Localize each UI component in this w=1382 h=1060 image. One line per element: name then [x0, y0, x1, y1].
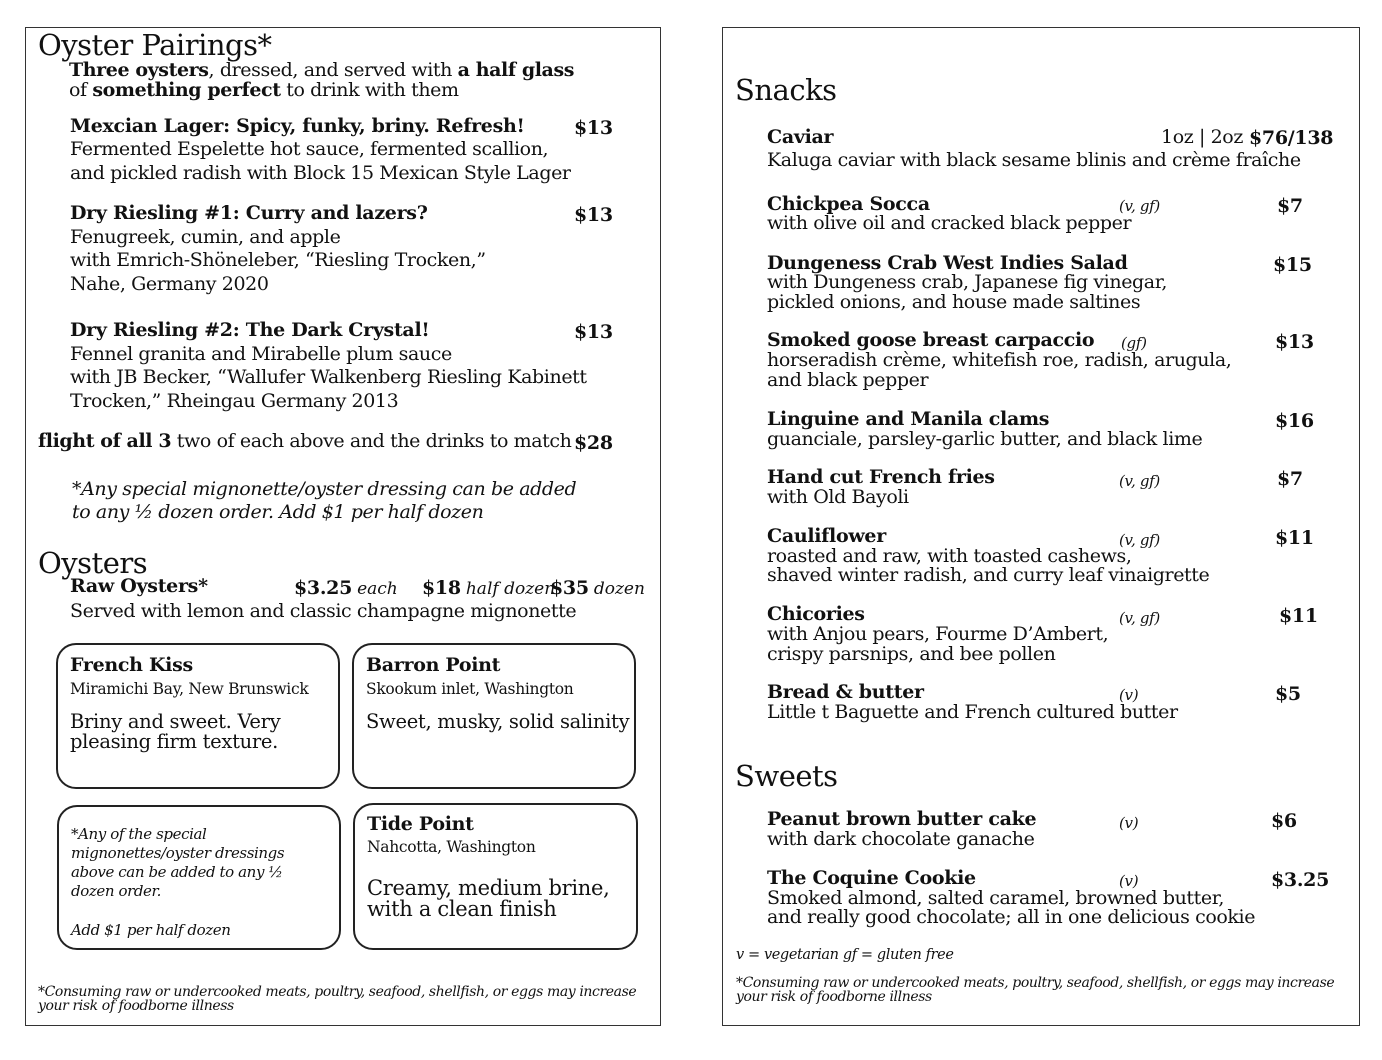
price-dozen: $35 dozen: [550, 577, 645, 599]
oyster-desc-line: Sweet, musky, solid salinity: [366, 710, 630, 733]
pairing-desc-line: Fenugreek, cumin, and apple: [70, 226, 341, 248]
oyster-desc-line: Creamy, medium brine,: [367, 876, 610, 900]
diet-tag: (v, gf): [1119, 531, 1160, 549]
snack-desc-line: roasted and raw, with toasted cashews,: [767, 545, 1132, 567]
left-menu-page: [25, 27, 661, 1026]
diet-legend: v = vegetarian gf = gluten free: [736, 947, 954, 963]
snack-desc-line: pickled onions, and house made saltines: [767, 291, 1141, 313]
caviar-desc: Kaluga caviar with black sesame blinis and crème fraîche: [767, 149, 1301, 171]
sweet-title: The Coquine Cookie: [767, 867, 976, 889]
note-card-line: dozen order.: [71, 882, 162, 900]
disclaimer-line: your risk of foodborne illness: [38, 998, 234, 1014]
snacks-heading: Snacks: [735, 73, 837, 107]
flight-price: $28: [574, 432, 613, 454]
oyster-desc-line: pleasing firm texture.: [70, 730, 279, 753]
pairing-title: Mexcian Lager: Spicy, funky, briny. Refresh!: [70, 115, 525, 137]
note-card-line: above can be added to any ½: [71, 863, 283, 881]
dressing-note-card: [57, 805, 341, 950]
snack-title: Chickpea Socca: [767, 193, 930, 215]
snack-title: Bread & butter: [767, 681, 924, 703]
flight-line: flight of all 3 two of each above and the drinks to match: [38, 430, 572, 452]
disclaimer-line: your risk of foodborne illness: [736, 989, 932, 1005]
dressing-note-line: to any ½ dozen order. Add $1 per half dozen: [72, 501, 484, 523]
pairings-intro-line-2: of something perfect to drink with them: [69, 79, 459, 101]
oyster-location: Skookum inlet, Washington: [366, 680, 574, 698]
pairing-price: $13: [574, 321, 613, 343]
snack-desc-line: crispy parsnips, and bee pollen: [767, 643, 1056, 665]
oyster-name: French Kiss: [70, 654, 193, 676]
pairing-title: Dry Riesling #2: The Dark Crystal!: [70, 319, 430, 341]
oyster-card-tide-point: [353, 803, 638, 950]
diet-tag: (v, gf): [1119, 197, 1160, 215]
oyster-card-french-kiss: [56, 643, 340, 789]
diet-tag: (v): [1119, 814, 1139, 832]
right-menu-page: [722, 27, 1360, 1026]
snack-price: $15: [1273, 254, 1312, 276]
snack-desc-line: Little t Baguette and French cultured butter: [767, 701, 1178, 723]
snack-desc-line: with Old Bayoli: [767, 486, 909, 508]
snack-price: $16: [1275, 410, 1314, 432]
oyster-card-barron-point: [352, 643, 636, 789]
snack-desc-line: and black pepper: [767, 369, 929, 391]
snack-title: Smoked goose breast carpaccio: [767, 329, 1095, 351]
pairing-title: Dry Riesling #1: Curry and lazers?: [70, 202, 428, 224]
sweet-price: $3.25: [1271, 869, 1329, 891]
note-card-line: mignonettes/oyster dressings: [71, 844, 285, 862]
snack-desc-line: horseradish crème, whitefish roe, radish, arugula,: [767, 349, 1232, 371]
snack-desc-line: guanciale, parsley-garlic butter, and black lime: [767, 428, 1203, 450]
disclaimer-line: *Consuming raw or undercooked meats, poultry, seafood, shellfish, or eggs may increase: [736, 975, 1335, 991]
pairing-price: $13: [574, 117, 613, 139]
snack-desc-line: with Dungeness crab, Japanese fig vinegar,: [767, 271, 1167, 293]
oyster-location: Nahcotta, Washington: [367, 838, 536, 856]
pairing-desc-line: Nahe, Germany 2020: [70, 273, 269, 295]
snack-price: $11: [1275, 527, 1314, 549]
diet-tag: (gf): [1121, 334, 1147, 352]
pairing-desc-line: Fermented Espelette hot sauce, fermented scallion,: [70, 138, 549, 160]
oysters-served-with: Served with lemon and classic champagne mignonette: [70, 600, 577, 622]
price-each: $3.25 each: [294, 577, 398, 599]
snack-title: Linguine and Manila clams: [767, 408, 1050, 430]
snack-desc-line: with olive oil and cracked black pepper: [767, 212, 1132, 234]
pairing-price: $13: [574, 204, 613, 226]
snack-price: $11: [1279, 605, 1318, 627]
note-card-line: *Any of the special: [71, 825, 207, 843]
oyster-name: Barron Point: [366, 654, 501, 676]
diet-tag: (v, gf): [1119, 609, 1160, 627]
pairing-desc-line: with Emrich-Shöneleber, “Riesling Trocken,”: [70, 249, 486, 271]
snack-title: Dungeness Crab West Indies Salad: [767, 252, 1128, 274]
raw-oysters-label: Raw Oysters*: [70, 575, 208, 597]
snack-price: $5: [1275, 683, 1301, 705]
snack-desc-line: with Anjou pears, Fourme D’Ambert,: [767, 623, 1109, 645]
dressing-note-line: *Any special mignonette/oyster dressing can be added: [72, 478, 577, 500]
sweet-title: Peanut brown butter cake: [767, 808, 1037, 830]
disclaimer-line: *Consuming raw or undercooked meats, poultry, seafood, shellfish, or eggs may increase: [38, 984, 637, 1000]
oyster-name: Tide Point: [367, 813, 474, 835]
price-half-dozen: $18 half dozen: [422, 577, 556, 599]
pairing-desc-line: with JB Becker, “Wallufer Walkenberg Riesling Kabinett: [70, 366, 587, 388]
oyster-pairings-heading: Oyster Pairings*: [38, 28, 272, 62]
snack-price: $13: [1275, 331, 1314, 353]
caviar-price: $76/138: [1249, 127, 1334, 149]
oysters-heading: Oysters: [38, 546, 148, 580]
diet-tag: (v): [1119, 686, 1139, 704]
sweet-desc-line: and really good chocolate; all in one delicious cookie: [767, 906, 1256, 928]
oyster-desc-line: with a clean finish: [367, 897, 557, 921]
sweets-heading: Sweets: [735, 759, 838, 793]
oyster-location: Miramichi Bay, New Brunswick: [70, 680, 309, 698]
caviar-title: Caviar: [767, 126, 834, 148]
sweet-desc-line: Smoked almond, salted caramel, browned butter,: [767, 887, 1224, 909]
snack-price: $7: [1277, 195, 1303, 217]
pairing-desc-line: Trocken,” Rheingau Germany 2013: [70, 390, 399, 412]
pairing-desc-line: Fennel granita and Mirabelle plum sauce: [70, 343, 452, 365]
caviar-sizes: 1oz | 2oz: [1161, 126, 1243, 148]
pairings-intro-line-1: Three oysters, dressed, and served with a half glass: [69, 59, 575, 81]
snack-title: Hand cut French fries: [767, 466, 995, 488]
snack-desc-line: shaved winter radish, and curry leaf vinaigrette: [767, 564, 1210, 586]
note-card-line: Add $1 per half dozen: [71, 921, 231, 939]
diet-tag: (v): [1119, 872, 1139, 890]
oyster-desc-line: Briny and sweet. Very: [70, 710, 281, 733]
snack-title: Chicories: [767, 603, 865, 625]
pairing-desc-line: and pickled radish with Block 15 Mexican Style Lager: [70, 162, 571, 184]
snack-title: Cauliflower: [767, 525, 886, 547]
diet-tag: (v, gf): [1119, 472, 1160, 490]
snack-price: $7: [1277, 468, 1303, 490]
sweet-price: $6: [1271, 810, 1297, 832]
sweet-desc-line: with dark chocolate ganache: [767, 828, 1035, 850]
